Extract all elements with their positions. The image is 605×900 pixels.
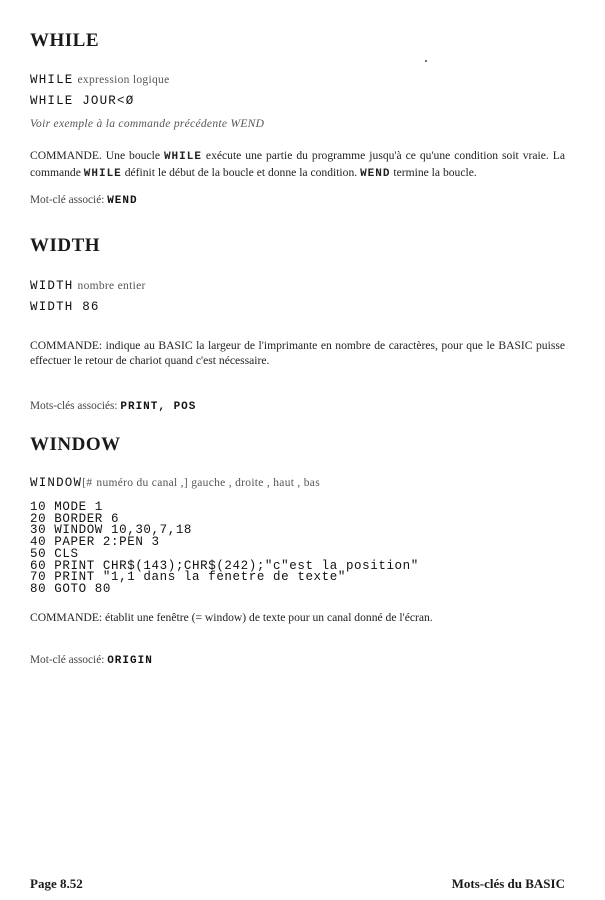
while-section xyxy=(30,30,575,210)
width-section xyxy=(30,235,575,413)
window-code-listing: 10 MODE 1 20 BORDER 6 30 WINDOW 10,30,7,18 40 PAPER 2:PEN 3 50 CLS 60 PRINT CHR$(143);CHR$(242);"c"est la position" 70 PRINT "1,1 dans la fenetre de texte" 80 GOTO 80 xyxy=(30,500,419,596)
while-see-also: Voir exemple à la commande précédente WEND xyxy=(30,118,265,130)
window-associated: Mot-clé associé: ORIGIN xyxy=(30,654,153,667)
while-heading: WHILE xyxy=(30,30,100,51)
while-description: COMMANDE. Une boucle WHILE exécute une partie du programme jusqu'à ce qu'une condition soit vraie. La commande WHILE définit le début de la boucle et donne la condition. WEND termine la boucle. xyxy=(30,149,565,180)
page-number: Page 8.52 xyxy=(30,876,83,891)
width-description: COMMANDE: indique au BASIC la largeur de l'imprimante en nombre de caractères, pour que le BASIC puisse effectuer le retour de chariot quand c'est nécessaire. xyxy=(30,339,565,367)
width-syntax: WIDTH nombre entier xyxy=(30,279,146,293)
width-example: WIDTH 86 xyxy=(30,300,100,314)
window-heading: WINDOW xyxy=(30,434,121,455)
width-associated: Mots-clés associés: PRINT, POS xyxy=(30,400,197,413)
window-description: COMMANDE: établit une fenêtre (= window) de texte pour un canal donné de l'écran. xyxy=(30,611,433,624)
while-syntax: WHILE expression logique xyxy=(30,73,170,87)
width-heading: WIDTH xyxy=(30,235,101,256)
section-title: Mots-clés du BASIC xyxy=(451,876,565,891)
while-associated: Mot-clé associé: WEND xyxy=(30,194,138,207)
window-section xyxy=(30,434,575,667)
while-example: WHILE JOUR<Ø xyxy=(30,94,135,108)
window-syntax: WINDOW[# numéro du canal ,] gauche , droite , haut , bas xyxy=(30,476,320,490)
